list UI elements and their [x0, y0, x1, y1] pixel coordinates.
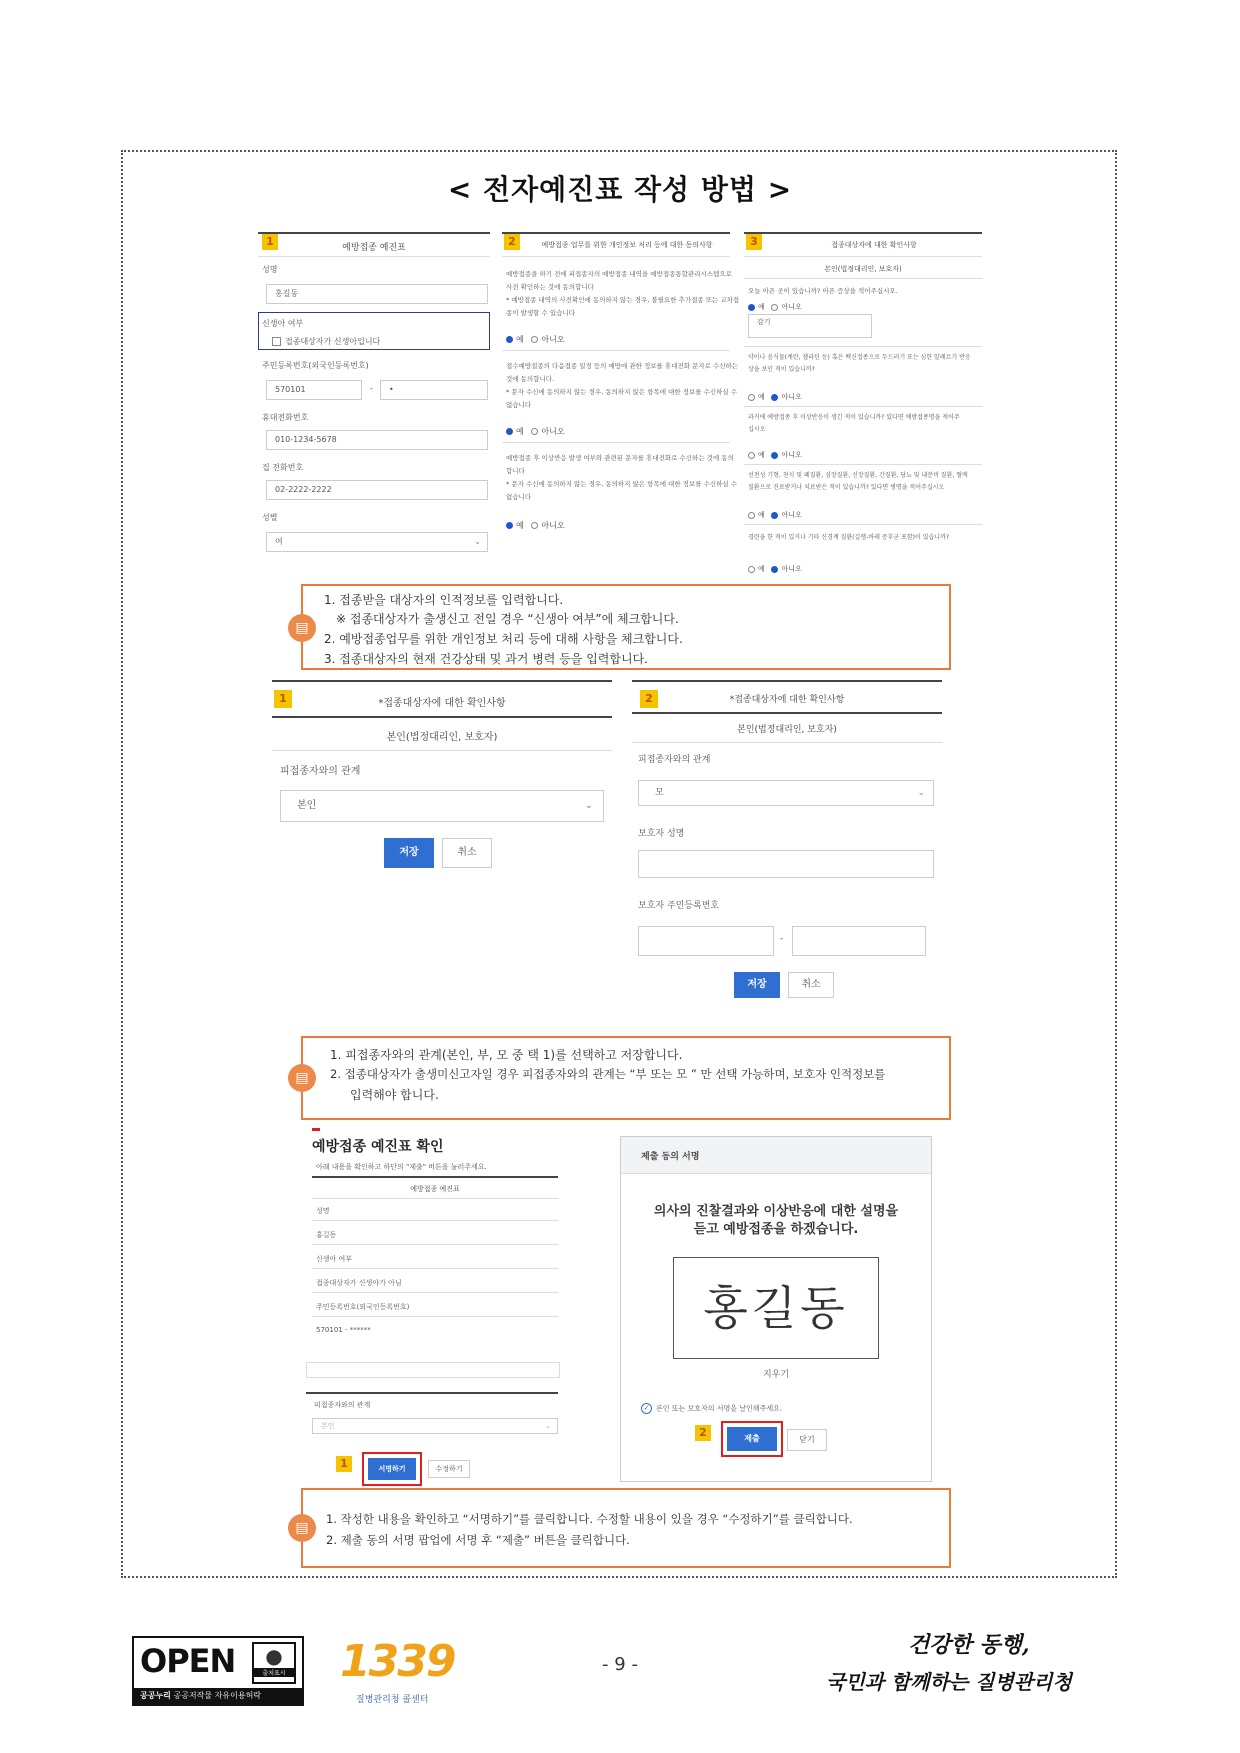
- review-title: 예방접종 예진표 확인: [312, 1139, 444, 1155]
- step-badge: 2: [695, 1425, 711, 1441]
- home-phone-label: 집 전화번호: [262, 463, 304, 472]
- review-panel: 예방접종 예진표 확인 아래 내용을 확인하고 하단의 "제출" 버튼을 눌러주세요. 예방접종 예진표 성명 홍길동 신생아 여부 접종대상자가 신생아가 아님 주민등록번호(외국인등록번호) 570101 - ****** 피접종자와의 관계 본인 ⌄ 1 서명하기 수정하기: [302, 1126, 562, 1486]
- panel-header: 예방접종 업무를 위한 개인정보 처리 등에 대한 동의사항: [541, 241, 713, 249]
- rrn-back-field[interactable]: •: [380, 380, 488, 400]
- slogan: 건강한 동행, 국민과 함께하는 질병관리청: [826, 1632, 1072, 1694]
- name-field[interactable]: 홍길동: [266, 284, 488, 304]
- open-license-logo: OPEN ● 출처표시 공공누리 공공저작물 자유이용허락: [132, 1636, 304, 1706]
- relation-label: 피접종자와의 관계: [280, 766, 361, 777]
- relation-select[interactable]: 본인 ⌄: [280, 790, 604, 822]
- relation-select[interactable]: 모 ⌄: [638, 780, 934, 806]
- guardian-rrn-label: 보호자 주민등록번호: [638, 901, 720, 911]
- save-button[interactable]: 저장: [384, 838, 434, 868]
- signature: 홍길동: [703, 1281, 849, 1335]
- edit-button[interactable]: 수정하기: [428, 1460, 470, 1478]
- step-badge: 1: [262, 234, 278, 250]
- chevron-down-icon: ⌄: [917, 788, 925, 798]
- health-radio-4[interactable]: 예 아니오: [748, 510, 802, 520]
- panel-header: *접종대상자에 대한 확인사항: [378, 698, 506, 709]
- attribution-badge: ● 출처표시: [252, 1642, 296, 1684]
- chevron-down-icon: ⌄: [545, 1422, 551, 1430]
- guardian-rrn-back[interactable]: [792, 926, 926, 956]
- consent-statement: 의사의 진찰결과와 이상반응에 대한 설명을 듣고 예방접종을 하겠습니다.: [653, 1204, 899, 1237]
- save-button[interactable]: 저장: [734, 972, 780, 998]
- step-badge: 2: [504, 234, 520, 250]
- mobile-label: 휴대전화번호: [262, 413, 309, 422]
- health-radio-3[interactable]: 예 아니오: [748, 450, 802, 460]
- relation-panel-guardian: 2 *접종대상자에 대한 확인사항 본인(법정대리인, 보호자) 피접종자와의 관계 모 ⌄ 보호자 성명 보호자 주민등록번호 - 저장 취소: [632, 680, 942, 1000]
- dialog-header: 제출 동의 서명: [641, 1152, 700, 1162]
- note-icon: ▤: [288, 614, 316, 642]
- sign-button[interactable]: 서명하기: [368, 1458, 416, 1480]
- gender-select[interactable]: 여 ⌄: [266, 532, 488, 552]
- health-radio-2[interactable]: 예 아니오: [748, 392, 802, 402]
- panel-header: 예방접종 예진표: [342, 243, 406, 253]
- cancel-button[interactable]: 취소: [788, 972, 834, 998]
- close-button[interactable]: 닫기: [787, 1429, 827, 1451]
- instruction-note-3: [301, 1488, 951, 1568]
- page-title: < 전자예진표 작성 방법 >: [447, 173, 793, 206]
- health-radio-5[interactable]: 예 아니오: [748, 564, 802, 574]
- chevron-down-icon: ⌄: [584, 800, 593, 811]
- step-badge: 1: [336, 1456, 352, 1472]
- step-badge: 2: [640, 690, 658, 708]
- relation-select[interactable]: 본인 ⌄: [312, 1418, 558, 1434]
- page-number: - 9 -: [602, 1654, 638, 1675]
- person-icon: ●: [265, 1644, 283, 1668]
- mobile-field[interactable]: 010-1234-5678: [266, 430, 488, 450]
- newborn-label: 신생아 여부: [262, 319, 304, 328]
- newborn-checkbox[interactable]: 접종대상자가 신생아입니다: [272, 336, 380, 347]
- form-panel-personal-info: 1 예방접종 예진표 성명 홍길동 신생아 여부 접종대상자가 신생아입니다 주민등록번호(외국인등록번호) 570101 - • 휴대전화번호 010-1234-5678 집 전화번호 02-2222-2222 성별 여 ⌄: [258, 232, 490, 572]
- panel-header: *접종대상자에 대한 확인사항: [729, 695, 845, 705]
- guardian-rrn-front[interactable]: [638, 926, 774, 956]
- signature-check: ✓ 본인 또는 보호자의 서명을 날인해주세요.: [641, 1403, 782, 1414]
- note-icon: ▤: [288, 1064, 316, 1092]
- relation-label: 피접종자와의 관계: [638, 755, 711, 765]
- rrn-front-field[interactable]: 570101: [266, 380, 362, 400]
- chevron-down-icon: ⌄: [474, 537, 481, 546]
- relation-panel-self: 1 *접종대상자에 대한 확인사항 본인(법정대리인, 보호자) 피접종자와의 관계 본인 ⌄ 저장 취소: [272, 680, 612, 880]
- panel-header: 접종대상자에 대한 확인사항: [831, 241, 917, 249]
- step-badge: 1: [274, 690, 292, 708]
- cancel-button[interactable]: 취소: [442, 838, 492, 868]
- signature-dialog: [620, 1136, 932, 1482]
- consent-radio-2[interactable]: 예 아니오: [506, 426, 565, 437]
- callcenter-logo: 1339 질병관리청 콜센터: [340, 1636, 455, 1705]
- guardian-name-label: 보호자 성명: [638, 829, 685, 839]
- gender-label: 성별: [262, 513, 278, 522]
- symptom-textarea[interactable]: 감기: [748, 314, 872, 338]
- form-panel-health-check: 3 접종대상자에 대한 확인사항 본인(법정대리인, 보호자) 오늘 아픈 곳이 있습니까? 아픈 증상을 적어주십시오. 예 아니오 감기 약이나 음식물(계란, 젤라틴 등) 혹은 백신접종으로 두드러기 또는 심한 알레르기 반응 상을 보인 적이 있습니까? 예 아니오 과거에 예방접종 후 이상반응이 생긴 적이 있습니까? 있다면 예방접종명을 적어주 십시오 예 아니오 선천성 기형, 천식 및 폐질환, 심장질환, 신장질환, 간질환, 당뇨 및 내분비 질환, 혈액 질환으로 진료받거나 치료받은 적이 있습니까? 있다면 병명을 적어주십시오 예 아니오 경련을 한 적이 있거나 기타 신경계 질환(길랭-바레 증후군 포함)이 있습니까? 예 아니오: [744, 232, 982, 582]
- home-phone-field[interactable]: 02-2222-2222: [266, 480, 488, 500]
- health-radio-1[interactable]: 예 아니오: [748, 302, 802, 312]
- form-panel-consent: 2 예방접종 업무를 위한 개인정보 처리 등에 대한 동의사항 예방접종을 하기 전에 피접종자의 예방접종 내역을 예방접종통합관리시스템으로 사전 확인하는 것에 동의합니다 * 예방접종 내역의 사전확인에 동의하지 않는 경우, 불필요한 추가접종 또는 교차접 종이 발생할 수 있습니다 예 아니오 접수예방접종의 다음접종 일정 등의 예방에 관한 정보를 휴대전화 문자로 수신하는 것에 동의합니다. * 문자 수신에 동의하지 않는 경우, 동의하지 않은 항목에 대한 정보를 수신하실 수 없습니다 예 아니오 예방접종 후 이상반응 발생 여부와 관련된 문자를 휴대전화로 수신하는 것에 동의 합니다 * 문자 수신에 동의하지 않는 경우, 동의하지 않은 항목에 대한 정보를 수신하실 수 없습니다 예 아니오: [502, 232, 730, 532]
- rrn-label: 주민등록번호(외국인등록번호): [262, 361, 369, 370]
- name-label: 성명: [262, 265, 278, 274]
- note-icon: ▤: [288, 1514, 316, 1542]
- submit-button[interactable]: 제출: [727, 1427, 777, 1451]
- check-circle-icon: ✓: [641, 1403, 652, 1414]
- step-badge: 3: [746, 234, 762, 250]
- signature-pad[interactable]: [673, 1257, 879, 1359]
- guardian-name-field[interactable]: [638, 850, 934, 878]
- erase-link[interactable]: 지우기: [762, 1370, 790, 1380]
- consent-radio-3[interactable]: 예 아니오: [506, 520, 565, 531]
- consent-radio-1[interactable]: 예 아니오: [506, 334, 565, 345]
